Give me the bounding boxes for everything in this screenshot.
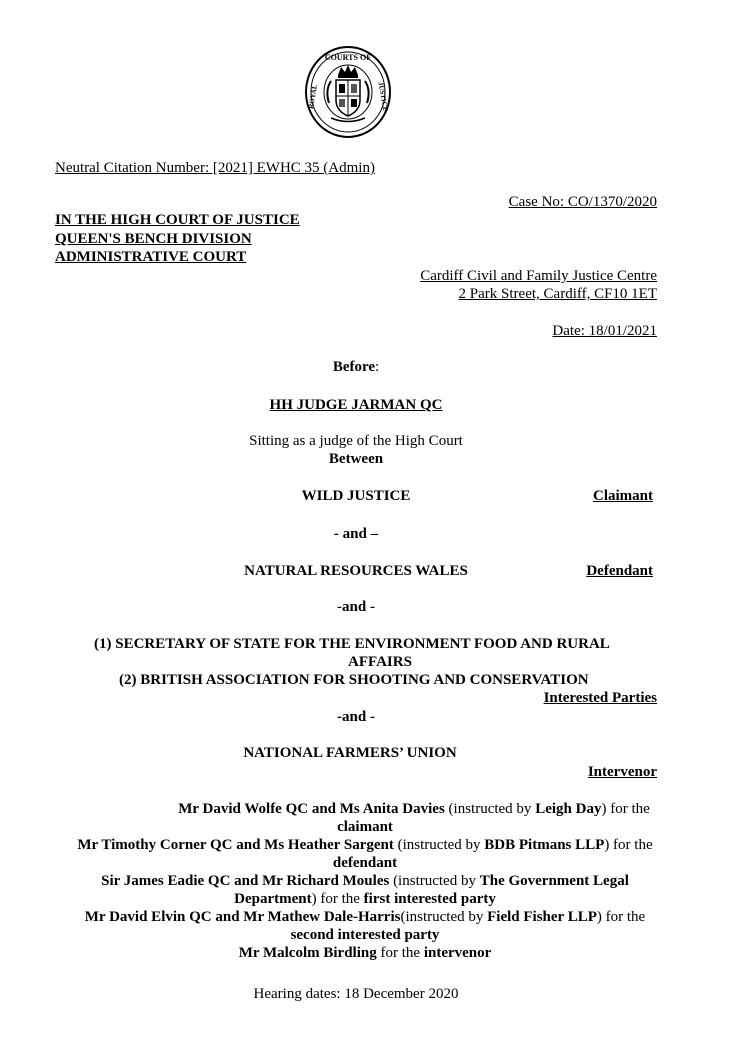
crest-text-right: JUSTICE [376, 81, 390, 112]
counsel-intervenor [40, 944, 690, 962]
counsel-first-interested-line-2 [40, 890, 690, 908]
counsel-list [40, 800, 690, 962]
counsel-first-interested-firm-2: Department [234, 891, 312, 907]
counsel-intervenor-role: intervenor [423, 945, 492, 961]
counsel-second-interested-for: ) for the [596, 909, 646, 925]
crest-text-left: ROYAL [306, 83, 320, 110]
interested-party-2-number: (2) [119, 672, 137, 688]
counsel-defendant-instructed: (instructed by [393, 837, 485, 853]
counsel-defendant-names: Mr Timothy Corner QC and Ms Heather Sargent [77, 837, 394, 853]
intervenor-role: Intervenor [587, 764, 657, 780]
neutral-citation: Neutral Citation Number: [2021] EWHC 35 (Admin) [55, 160, 375, 176]
hearing-dates: Hearing dates: 18 December 2020 [253, 986, 459, 1002]
interested-party-1-name: SECRETARY OF STATE FOR THE ENVIRONMENT FOOD AND RURAL [115, 636, 610, 652]
counsel-claimant-for: ) for the [601, 801, 650, 817]
claimant-role: Claimant [593, 488, 653, 504]
interested-party-1-line-2: AFFAIRS [348, 654, 412, 670]
venue-line-1: Cardiff Civil and Family Justice Centre [420, 268, 657, 284]
interested-party-2 [119, 671, 589, 689]
judgment-date: Date: 18/01/2021 [552, 323, 657, 339]
counsel-second-interested-firm: Field Fisher LLP [487, 909, 597, 925]
court-line-3: ADMINISTRATIVE COURT [55, 249, 247, 265]
counsel-first-interested-names: Sir James Eadie QC and Mr Richard Moules [101, 873, 390, 889]
and-separator-1: - and – [333, 526, 379, 542]
counsel-first-interested [40, 872, 690, 890]
counsel-first-interested-instructed: (instructed by [389, 873, 480, 889]
interested-parties-role: Interested Parties [543, 690, 657, 706]
defendant-role: Defendant [586, 563, 653, 579]
counsel-defendant-for: ) for the [604, 837, 653, 853]
sitting-as: Sitting as a judge of the High Court [249, 433, 463, 449]
interested-party-1-number: (1) [94, 636, 112, 652]
counsel-second-interested-role: second interested party [290, 927, 440, 943]
counsel-claimant-role: claimant [337, 819, 393, 835]
before-label-text: Before [332, 359, 376, 375]
counsel-claimant-instructed: (instructed by [444, 801, 536, 817]
counsel-first-interested-for: ) for the [311, 891, 364, 907]
case-number: Case No: CO/1370/2020 [508, 194, 657, 210]
counsel-first-interested-firm: The Government Legal [479, 873, 629, 889]
royal-courts-crest-icon [305, 45, 391, 139]
claimant-name: WILD JUSTICE [301, 488, 411, 504]
counsel-intervenor-for: for the [376, 945, 424, 961]
court-line-2: QUEEN'S BENCH DIVISION [55, 231, 252, 247]
counsel-defendant-firm: BDB Pitmans LLP [484, 837, 605, 853]
before-colon: : [375, 359, 380, 375]
counsel-claimant-names: Mr David Wolfe QC and Ms Anita Davies [178, 801, 445, 817]
counsel-second-interested-names: Mr David Elvin QC and Mr Mathew Dale-Harris [84, 909, 401, 925]
and-separator-3: -and - [337, 709, 375, 725]
counsel-second-interested [40, 908, 690, 926]
crest-text-top: COURTS OF [324, 53, 372, 62]
defendant-name: NATURAL RESOURCES WALES [244, 563, 468, 579]
and-separator-2: -and - [337, 599, 375, 615]
interested-party-1 [94, 635, 610, 653]
judge-name: HH JUDGE JARMAN QC [269, 397, 443, 413]
counsel-claimant-firm: Leigh Day [535, 801, 602, 817]
venue-line-2: 2 Park Street, Cardiff, CF10 1ET [458, 286, 657, 302]
counsel-claimant [40, 800, 690, 818]
between-label: Between [328, 451, 384, 467]
court-line-1: IN THE HIGH COURT OF JUSTICE [55, 212, 300, 228]
before-label [0, 358, 712, 376]
interested-party-2-name: BRITISH ASSOCIATION FOR SHOOTING AND CONSERVATION [140, 672, 589, 688]
counsel-first-interested-role: first interested party [363, 891, 496, 907]
counsel-second-interested-instructed: (instructed by [400, 909, 488, 925]
counsel-defendant [40, 836, 690, 854]
counsel-intervenor-names: Mr Malcolm Birdling [238, 945, 377, 961]
counsel-defendant-role: defendant [332, 855, 398, 871]
intervenor-name: NATIONAL FARMERS’ UNION [243, 745, 457, 761]
